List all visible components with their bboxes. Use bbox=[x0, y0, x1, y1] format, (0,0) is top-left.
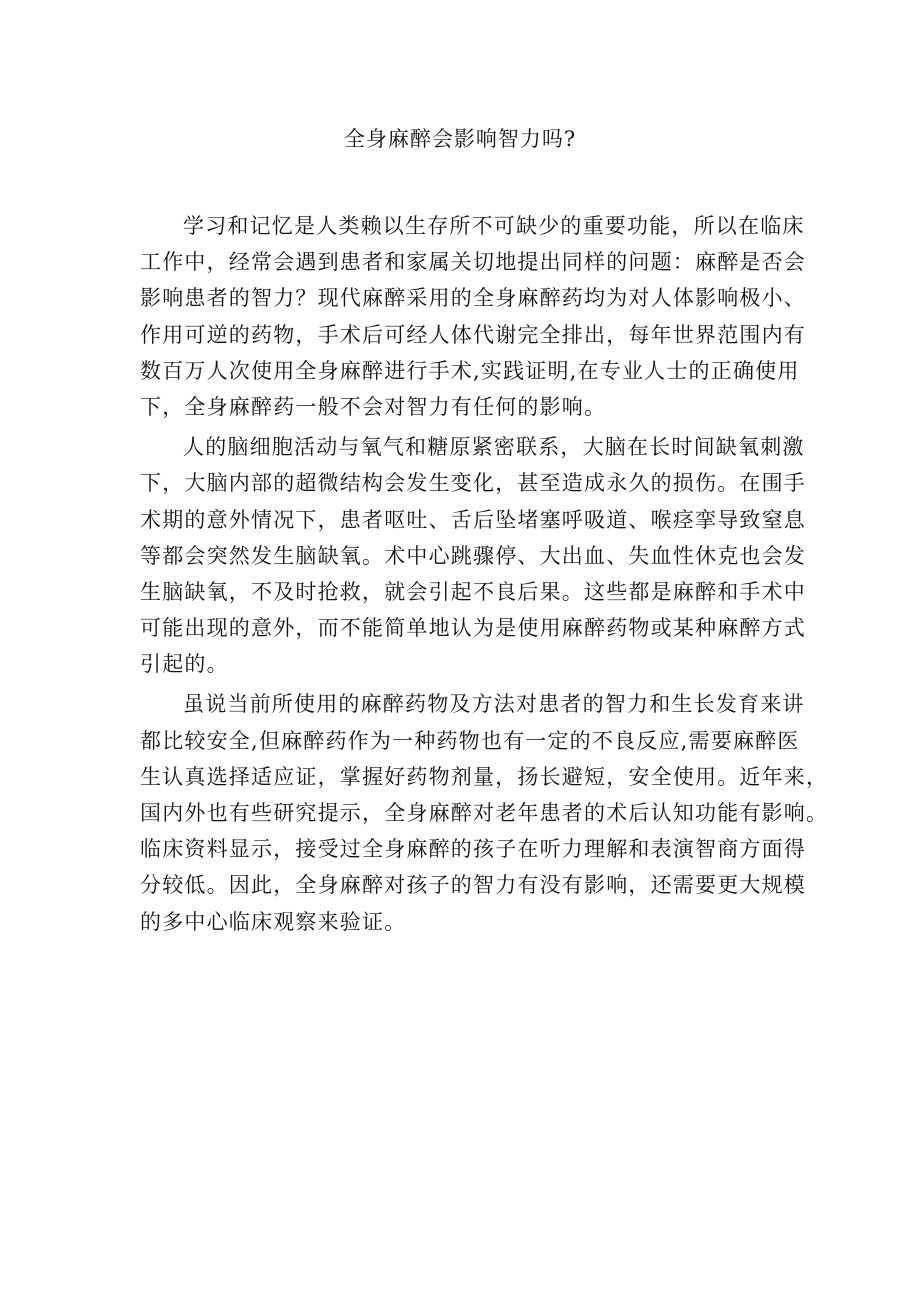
paragraph-line: 分较低。因此，全身麻醉对孩子的智力有没有影响，还需要更大规模 bbox=[140, 873, 806, 898]
paragraph-line: 术期的意外情况下，患者呕吐、舌后坠堵塞呼吸道、喉痉挛导致窒息 bbox=[140, 507, 806, 532]
paragraph-line: 学习和记忆是人类赖以生存所不可缺少的重要功能，所以在临床 bbox=[183, 214, 805, 238]
paragraph-1 bbox=[140, 208, 806, 425]
paragraph-line: 工作中，经常会遇到患者和家属关切地提出同样的问题：麻醉是否会 bbox=[140, 250, 806, 275]
paragraph-line: 影响患者的智力？现代麻醉采用的全身麻醉药均为对人体影响极小、 bbox=[140, 286, 806, 311]
document-body bbox=[140, 208, 829, 940]
paragraph-3 bbox=[140, 686, 829, 939]
paragraph-line: 临床资料显示，接受过全身麻醉的孩子在听力理解和表演智商方面得 bbox=[140, 837, 806, 862]
paragraph-line: 数百万人次使用全身麻醉进行手术,实践证明,在专业人士的正确使用 bbox=[140, 358, 800, 383]
paragraph-line: 引起的。 bbox=[140, 652, 229, 677]
document-title: 全身麻醉会影响智力吗? bbox=[343, 127, 577, 151]
paragraph-line: 可能出现的意外，而不能简单地认为是使用麻醉药物或某种麻醉方式 bbox=[140, 616, 806, 641]
paragraph-line: 等都会突然发生脑缺氧。术中心跳骤停、大出血、失血性休克也会发 bbox=[140, 543, 806, 568]
paragraph-line: 的多中心临床观察来验证。 bbox=[140, 909, 407, 934]
paragraph-line: 生脑缺氧，不及时抢救，就会引起不良后果。这些都是麻醉和手术中 bbox=[140, 579, 806, 604]
paragraph-2 bbox=[140, 429, 806, 682]
paragraph-line: 生认真选择适应证，掌握好药物剂量，扬长避短，安全使用。近年来， bbox=[140, 764, 829, 789]
paragraph-line: 都比较安全,但麻醉药作为一种药物也有一定的不良反应,需要麻醉医 bbox=[140, 728, 800, 753]
paragraph-line: 虽说当前所使用的麻醉药物及方法对患者的智力和生长发育来讲 bbox=[183, 692, 805, 717]
paragraph-line: 下，全身麻醉药一般不会对智力有任何的影响。 bbox=[140, 394, 607, 419]
paragraph-line: 下，大脑内部的超微结构会发生变化，甚至造成永久的损伤。在围手 bbox=[140, 471, 806, 496]
paragraph-line: 国内外也有些研究提示，全身麻醉对老年患者的术后认知功能有影响。 bbox=[140, 801, 829, 825]
paragraph-line: 人的脑细胞活动与氧气和糖原紧密联系，大脑在长时间缺氧刺激 bbox=[183, 435, 805, 460]
paragraph-line: 作用可逆的药物，手术后可经人体代谢完全排出，每年世界范围内有 bbox=[140, 322, 806, 347]
